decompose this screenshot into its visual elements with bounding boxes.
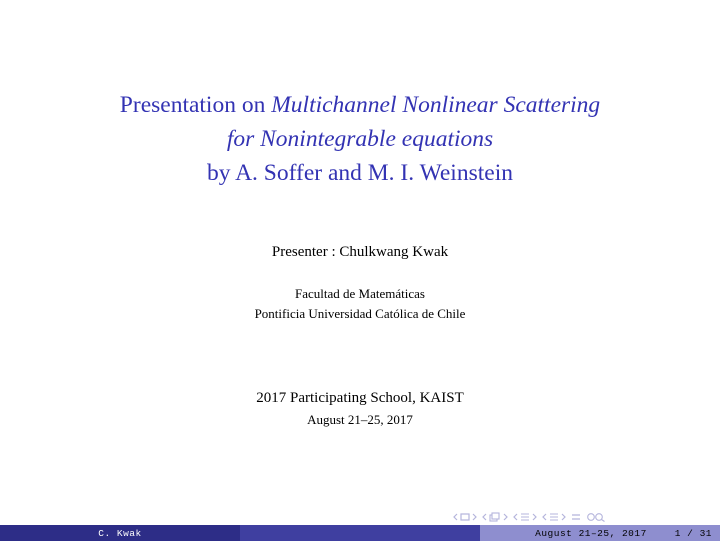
affiliation-line-2: Pontificia Universidad Católica de Chile bbox=[254, 306, 466, 321]
affiliation bbox=[0, 284, 720, 324]
title-line-1 bbox=[0, 88, 720, 122]
footer-date: August 21–25, 2017 bbox=[535, 527, 647, 539]
nav-subsection-group bbox=[513, 512, 537, 522]
event-date: August 21–25, 2017 bbox=[307, 412, 413, 427]
footer-author-text: C. Kwak bbox=[98, 527, 142, 539]
nav-align-icon[interactable] bbox=[571, 512, 581, 522]
title-italic-2: for Nonintegrable equations bbox=[226, 126, 494, 152]
title-line-3: by A. Soffer and M. I. Weinstein bbox=[207, 160, 513, 186]
footer-page-number: 1 / 31 bbox=[674, 527, 712, 539]
title-italic-1: Multichannel Nonlinear Scattering bbox=[271, 92, 601, 118]
nav-section-icon[interactable] bbox=[549, 512, 559, 522]
nav-slide-icon[interactable] bbox=[460, 513, 470, 521]
footer-date-page bbox=[480, 525, 720, 541]
presenter: Presenter : Chulkwang Kwak bbox=[271, 244, 449, 260]
title-line-2 bbox=[0, 122, 720, 156]
footer-author bbox=[0, 525, 240, 541]
footer-title-segment bbox=[240, 525, 480, 541]
title-prefix: Presentation on bbox=[119, 92, 272, 118]
footer-bar bbox=[0, 525, 720, 541]
nav-subsection-icon[interactable] bbox=[520, 512, 530, 522]
nav-frame-group bbox=[482, 512, 508, 522]
nav-right-arrow-icon[interactable] bbox=[472, 513, 477, 521]
nav-right-arrow-icon[interactable] bbox=[532, 513, 537, 521]
slide-title bbox=[0, 88, 720, 190]
nav-search-icon[interactable] bbox=[586, 512, 606, 522]
nav-right-arrow-icon[interactable] bbox=[503, 513, 508, 521]
beamer-navigation bbox=[453, 510, 606, 524]
nav-right-arrow-icon[interactable] bbox=[561, 513, 566, 521]
nav-left-arrow-icon[interactable] bbox=[482, 513, 487, 521]
event-name: 2017 Participating School, KAIST bbox=[256, 390, 464, 406]
nav-frame-icon[interactable] bbox=[489, 512, 501, 522]
nav-section-group bbox=[542, 512, 566, 522]
nav-slide-group bbox=[453, 513, 477, 521]
nav-left-arrow-icon[interactable] bbox=[453, 513, 458, 521]
nav-left-arrow-icon[interactable] bbox=[542, 513, 547, 521]
nav-left-arrow-icon[interactable] bbox=[513, 513, 518, 521]
affiliation-line-1: Facultad de Matemáticas bbox=[295, 286, 425, 301]
